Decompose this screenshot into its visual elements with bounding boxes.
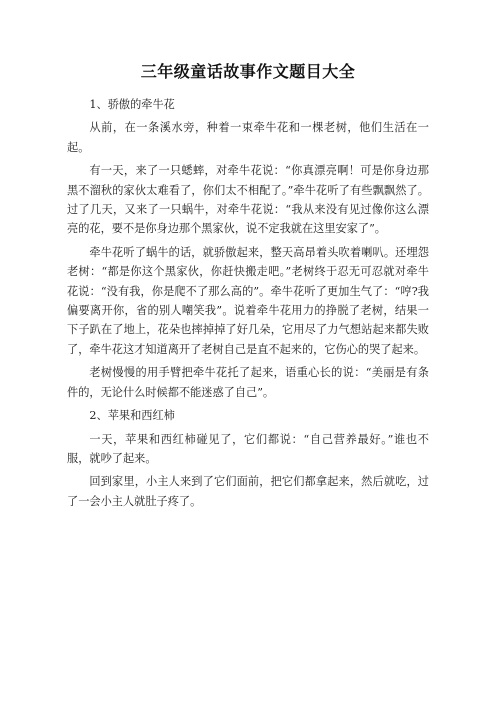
document-title: 三年级童话故事作文题目大全 [140, 62, 356, 81]
paragraph: 回到家里，小主人来到了它们面前，把它们都拿起来，然后就吃，过了一会小主人就肚子疼了。 [67, 475, 429, 508]
paragraph: 从前，在一条溪水旁，种着一束牵牛花和一棵老树，他们生活在一起。 [67, 121, 429, 154]
document-body [67, 95, 429, 515]
paragraph: 牵牛花听了蜗牛的话，就骄傲起来，整天高昂着头吹着喇叭。还埋怨老树：“都是你这个黑家伙，你赶快搬走吧。”老树终于忍无可忍就对牵牛花说：“没有我，你是爬不了那么高的”。牵牛花听了更加生气了：“哼?我偏要离开你，省的别人嘲笑我”。说着牵牛花用力的挣脱了老树，结果一下子趴在了地上，花朵也摔掉掉了好几朵，它用尽了力气想站起来都失败了，牵牛花这才知道离开了老树自己是直不起来的，它伤心的哭了起来。 [67, 245, 429, 356]
section-heading: 2、苹果和西红柿 [89, 409, 175, 423]
paragraph: 一天，苹果和西红柿碰见了，它们都说：“自己营养最好。”谁也不服，就吵了起来。 [67, 432, 429, 465]
paragraph: 有一天，来了一只蟋蟀，对牵牛花说：“你真漂亮啊！可是你身边那黑不溜秋的家伙太难看了，你们太不相配了。”牵牛花听了有些飘飘然了。过了几天，又来了一只蜗牛，对牵牛花说：“我从来没有见过像你这么漂亮的花，要不是你身边那个黑家伙，说不定我就在这里安家了”。 [67, 164, 429, 236]
paragraph: 老树慢慢的用手臂把牵牛花托了起来，语重心长的说：“美丽是有条件的，无论什么时候都不能迷惑了自己”。 [67, 366, 429, 399]
section-heading: 1、骄傲的牵牛花 [89, 98, 175, 111]
